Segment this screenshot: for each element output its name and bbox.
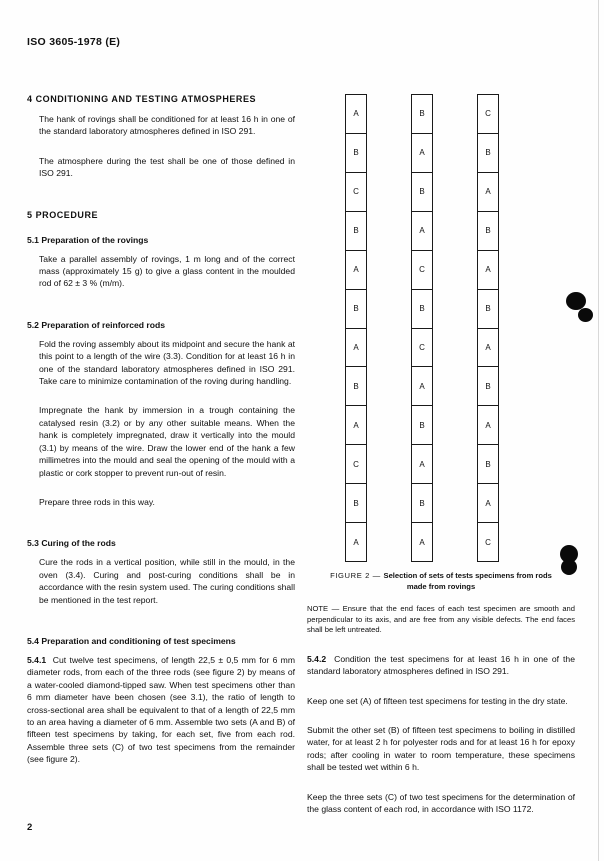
page-number: 2 — [27, 822, 33, 833]
rod-segment: B — [478, 290, 498, 329]
rod-segment: C — [412, 329, 432, 368]
section-5-4-2-paragraph — [307, 653, 575, 678]
rod-segment: B — [346, 134, 366, 173]
scan-artifact-dot — [578, 308, 593, 322]
rod-column-2 — [411, 94, 433, 562]
rod-segment: C — [478, 523, 498, 561]
rod-segment: B — [412, 290, 432, 329]
rod-segment: C — [346, 445, 366, 484]
figure-caption-title-line2: made from rovings — [406, 581, 476, 591]
paragraph-keep-sets-c: Keep the three sets (C) of two test specimens for the determination of the glass content of each rod, in accordance with ISO 1172. — [307, 791, 575, 815]
section-5-4-1-text: Cut twelve test specimens, of length 22,5 ± 0,5 mm for 6 mm diameter rods, from each of the three rods (see figure 2) by means of a water-cooled diamond-tipped saw. When test specimens other than 6 mm diameter have been chosen (see 3.1), the ratio of length to cross-sectional area shall be equivalent to that of a length of 22,5 mm to an area having a diameter of 6 mm. Assemble two sets (A and B) of fifteen test specimens by taking, for each set, five from each rod. Assemble three sets (C) of two test specimens from the remainder (see figure 2). — [27, 654, 295, 765]
rod-segment: A — [346, 95, 366, 134]
rod-segment: A — [412, 134, 432, 173]
section-5-2-paragraph-1: Fold the roving assembly about its midpoint and secure the hank at this point to a length of the wire (3.3). Condition for at least 16 h in one of the standard laboratory atmospheres defined in ISO 291. Take care to minimize contamination of the roving during handling. — [39, 338, 295, 387]
rod-segment: B — [412, 406, 432, 445]
rod-segment: A — [412, 445, 432, 484]
figure-note: NOTE — Ensure that the end faces of each test specimen are smooth and perpendicular to its axis, and are free from any visible defects. The end faces shall be left untreated. — [307, 604, 575, 635]
rod-segment: B — [346, 484, 366, 523]
section-4-paragraph-1: The hank of rovings shall be conditioned for at least 16 h in one of the standard laboratory atmospheres defined in ISO 291. — [39, 114, 295, 137]
rod-segment: B — [478, 445, 498, 484]
rod-segment: B — [346, 290, 366, 329]
rod-segment: B — [412, 95, 432, 134]
rod-segment: B — [478, 367, 498, 406]
heading-section-5-1: 5.1 Preparation of the rovings — [27, 234, 149, 245]
scan-artifact-dot — [561, 559, 577, 575]
section-4-paragraph-2: The atmosphere during the test shall be one of those defined in ISO 291. — [39, 155, 295, 179]
rod-segment: A — [346, 251, 366, 290]
figure-rods-group — [307, 94, 575, 562]
rod-segment: B — [346, 212, 366, 251]
figure-caption-title-line1: Selection of sets of tests specimens from rods — [383, 571, 552, 580]
rod-segment: C — [346, 173, 366, 212]
rod-segment: A — [412, 367, 432, 406]
rod-segment: B — [478, 134, 498, 173]
spacer — [27, 191, 295, 210]
rod-segment: A — [478, 484, 498, 523]
section-5-2-paragraph-3: Prepare three rods in this way. — [39, 496, 155, 507]
heading-section-5-3: 5.3 Curing of the rods — [27, 538, 116, 549]
rod-segment: B — [412, 173, 432, 212]
rod-segment: C — [412, 251, 432, 290]
rod-segment: B — [478, 212, 498, 251]
section-5-3-paragraph: Cure the rods in a vertical position, while still in the mould, in the oven (3.4). Curing and post-curing conditions shall be in accordance with the resin system used. The curing conditions shall be mentioned in the test report. — [39, 557, 295, 605]
rod-segment: A — [412, 212, 432, 251]
rod-column-1 — [345, 94, 367, 562]
section-5-1-paragraph: Take a parallel assembly of rovings, 1 m long and of the correct mass (approximately 15 g) to give a glass content in the moulded rod of 62 ± 3 % (m/m). — [39, 253, 295, 289]
rod-segment: B — [412, 484, 432, 523]
rod-segment: C — [478, 95, 498, 134]
left-column — [27, 94, 295, 777]
section-5-4-2-number: 5.4.2 — [307, 653, 327, 664]
document-header: ISO 3605-1978 (E) — [27, 36, 121, 48]
rod-segment: A — [346, 523, 366, 561]
heading-section-5-2: 5.2 Preparation of reinforced rods — [27, 319, 166, 330]
rod-column-3 — [477, 94, 499, 562]
paragraph-keep-set-a: Keep one set (A) of fifteen test specimens for testing in the dry state. — [307, 695, 568, 706]
heading-section-5: 5 PROCEDURE — [27, 209, 99, 220]
rod-segment: A — [412, 523, 432, 561]
rod-segment: A — [346, 406, 366, 445]
section-5-4-2-text: Condition the test specimens for at least 16 h in one of the standard laboratory atmospheres defined in ISO 291. — [307, 653, 575, 677]
rod-segment: A — [478, 251, 498, 290]
rod-segment: A — [478, 406, 498, 445]
section-5-4-1-number: 5.4.1 — [27, 654, 47, 665]
figure-caption — [307, 571, 575, 592]
spacer — [27, 519, 295, 538]
section-5-4-1-paragraph — [27, 654, 295, 766]
paragraph-submit-set-b: Submit the other set (B) of fifteen test specimens to boiling in distilled water, for at least 2 h for polyester rods and for at least 16 h for epoxy rods; after cooling in water to room temperature, these specimens shall be tested wet within 6 h. — [307, 725, 575, 773]
figure-caption-label: FIGURE 2 — — [330, 571, 384, 580]
heading-section-4: 4 CONDITIONING AND TESTING ATMOSPHERES — [27, 94, 257, 104]
heading-section-5-4: 5.4 Preparation and conditioning of test specimens — [27, 635, 236, 646]
section-5-2-paragraph-2: Impregnate the hank by immersion in a trough containing the catalysed resin (3.2) or by any other suitable means. When the hank is completely impregnated, draw it vertically into the mould (3.1) by means of the wire. Draw the lower end of the hank a few millimetres into the mould and seal the opening of the mould with a plastic or cork stopper to prevent run-out of resin. — [39, 405, 295, 478]
spacer — [27, 301, 295, 320]
right-column — [307, 604, 575, 826]
rod-segment: B — [346, 367, 366, 406]
scan-edge-line — [598, 0, 599, 861]
spacer — [27, 617, 295, 636]
rod-segment: A — [478, 173, 498, 212]
figure-2 — [307, 94, 575, 592]
rod-segment: A — [478, 329, 498, 368]
rod-segment: A — [346, 329, 366, 368]
